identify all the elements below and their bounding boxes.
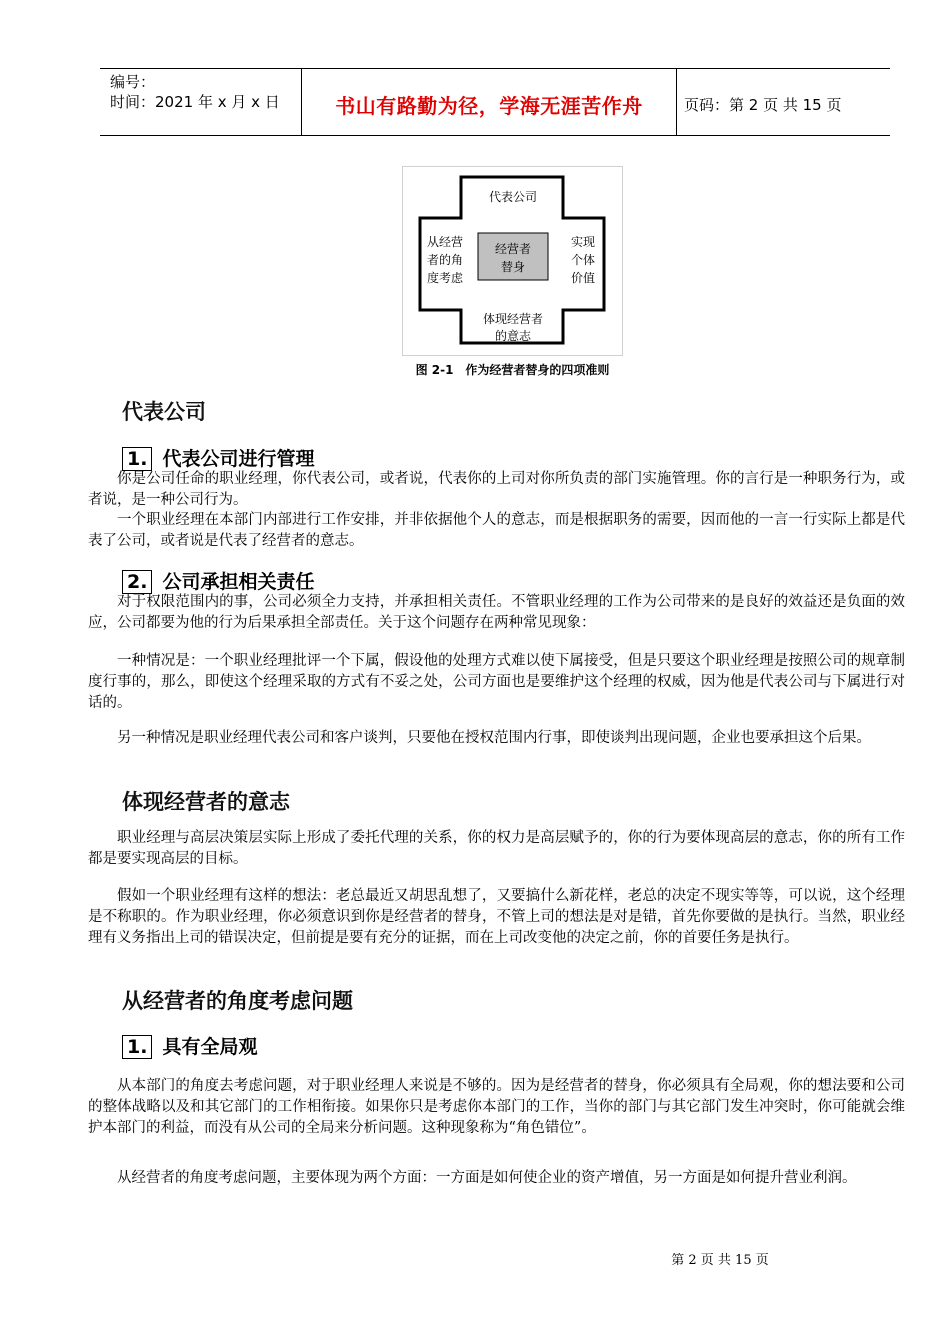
subsection-heading — [122, 567, 314, 594]
left-label-1: 从经营 — [426, 235, 464, 249]
doc-time-label: 时间：2021 年 x 月 x 日 — [110, 93, 280, 111]
bottom-label-1: 体现经营者 — [482, 312, 544, 326]
figure-diagram — [402, 166, 623, 356]
page-footer: 第 2 页 共 15 页 — [671, 1253, 769, 1268]
section-heading: 从经营者的角度考虑问题 — [122, 989, 353, 1013]
paragraph: 一个职业经理在本部门内部进行工作安排，并非依据他个人的意志，而是根据职务的需要，因而他的一言一行实际上都是代表了公司，或者说是代表了经营者的意志。 — [88, 512, 905, 549]
subsection-heading — [122, 1032, 257, 1059]
bottom-label-2: 的意志 — [494, 329, 532, 343]
center-label-2: 替身 — [500, 260, 526, 274]
paragraph: 从本部门的角度去考虑问题，对于职业经理人来说是不够的。因为是经营者的替身，你必须具有全局观，你的想法要和公司的整体战略以及和其它部门的工作相衔接。如果你只是考虑你本部门的工作，当你的部门与其它部门发生冲突时，你可能就会维护本部门的利益，而没有从公司的全局来分析问题。这种现象称为“角色错位”。 — [88, 1078, 905, 1136]
subsection-number: 1. — [122, 1035, 152, 1059]
center-label-1: 经营者 — [494, 242, 532, 256]
paragraph: 另一种情况是职业经理代表公司和客户谈判，只要他在授权范围内行事，即使谈判出现问题，企业也要承担这个后果。 — [117, 730, 871, 746]
cross-diagram — [403, 167, 622, 355]
section-heading: 体现经营者的意志 — [122, 790, 290, 814]
subsection-title: 代表公司进行管理 — [162, 448, 315, 470]
paragraph: 你是公司任命的职业经理，你代表公司，或者说，代表你的上司对你所负责的部门实施管理。你的言行是一种职务行为，或者说，是一种公司行为。 — [88, 471, 905, 508]
subsection-title: 公司承担相关责任 — [162, 571, 315, 593]
subsection-title: 具有全局观 — [162, 1036, 258, 1058]
paragraph: 对于权限范围内的事，公司必须全力支持，并承担相关责任。不管职业经理的工作为公司带来的是良好的效益还是负面的效应，公司都要为他的行为后果承担全部责任。关于这个问题存在两种常见现象： — [88, 594, 905, 631]
right-label-1: 实现 — [570, 235, 596, 249]
figure-caption: 图 2-1 作为经营者替身的四项准则 — [415, 363, 610, 377]
left-label-2: 者的角 — [426, 253, 464, 267]
paragraph: 职业经理与高层决策层实际上形成了委托代理的关系，你的权力是高层赋予的，你的行为要体现高层的意志，你的所有工作都是要实现高层的目标。 — [88, 830, 905, 867]
doc-number-label: 编号： — [110, 73, 156, 91]
left-label-3: 度考虑 — [426, 271, 464, 285]
header-divider-2 — [676, 68, 677, 135]
right-label-2: 个体 — [570, 253, 596, 267]
header-meta — [110, 72, 280, 112]
top-label: 代表公司 — [488, 190, 538, 204]
section-heading: 代表公司 — [122, 400, 206, 424]
subsection-number: 1. — [122, 447, 152, 471]
paragraph: 一种情况是：一个职业经理批评一个下属，假设他的处理方式难以使下属接受，但是只要这个职业经理是按照公司的规章制度行事的，那么，即使这个经理采取的方式有不妥之处，公司方面也是要维护这个经理的权威，因为他是代表公司与下属进行对话的。 — [88, 653, 905, 711]
paragraph: 从经营者的角度考虑问题，主要体现为两个方面：一方面是如何使企业的资产增值，另一方面是如何提升营业利润。 — [117, 1170, 857, 1186]
subsection-number: 2. — [122, 570, 152, 594]
subsection-heading — [122, 444, 314, 471]
right-label-3: 价值 — [570, 271, 596, 285]
header-page-info: 页码：第 2 页 共 15 页 — [684, 96, 842, 114]
header-bottom-rule — [100, 135, 890, 136]
header-motto: 书山有路勤为径，学海无涯苦作舟 — [335, 94, 643, 118]
paragraph: 假如一个职业经理有这样的想法：老总最近又胡思乱想了，又要搞什么新花样，老总的决定不现实等等，可以说，这个经理是不称职的。作为职业经理，你必须意识到你是经营者的替身，不管上司的想法是对是错，首先你要做的是执行。当然，职业经理有义务指出上司的错误决定，但前提是要有充分的证据，而在上司改变他的决定之前，你的首要任务是执行。 — [88, 888, 905, 946]
header-top-rule — [100, 68, 890, 69]
